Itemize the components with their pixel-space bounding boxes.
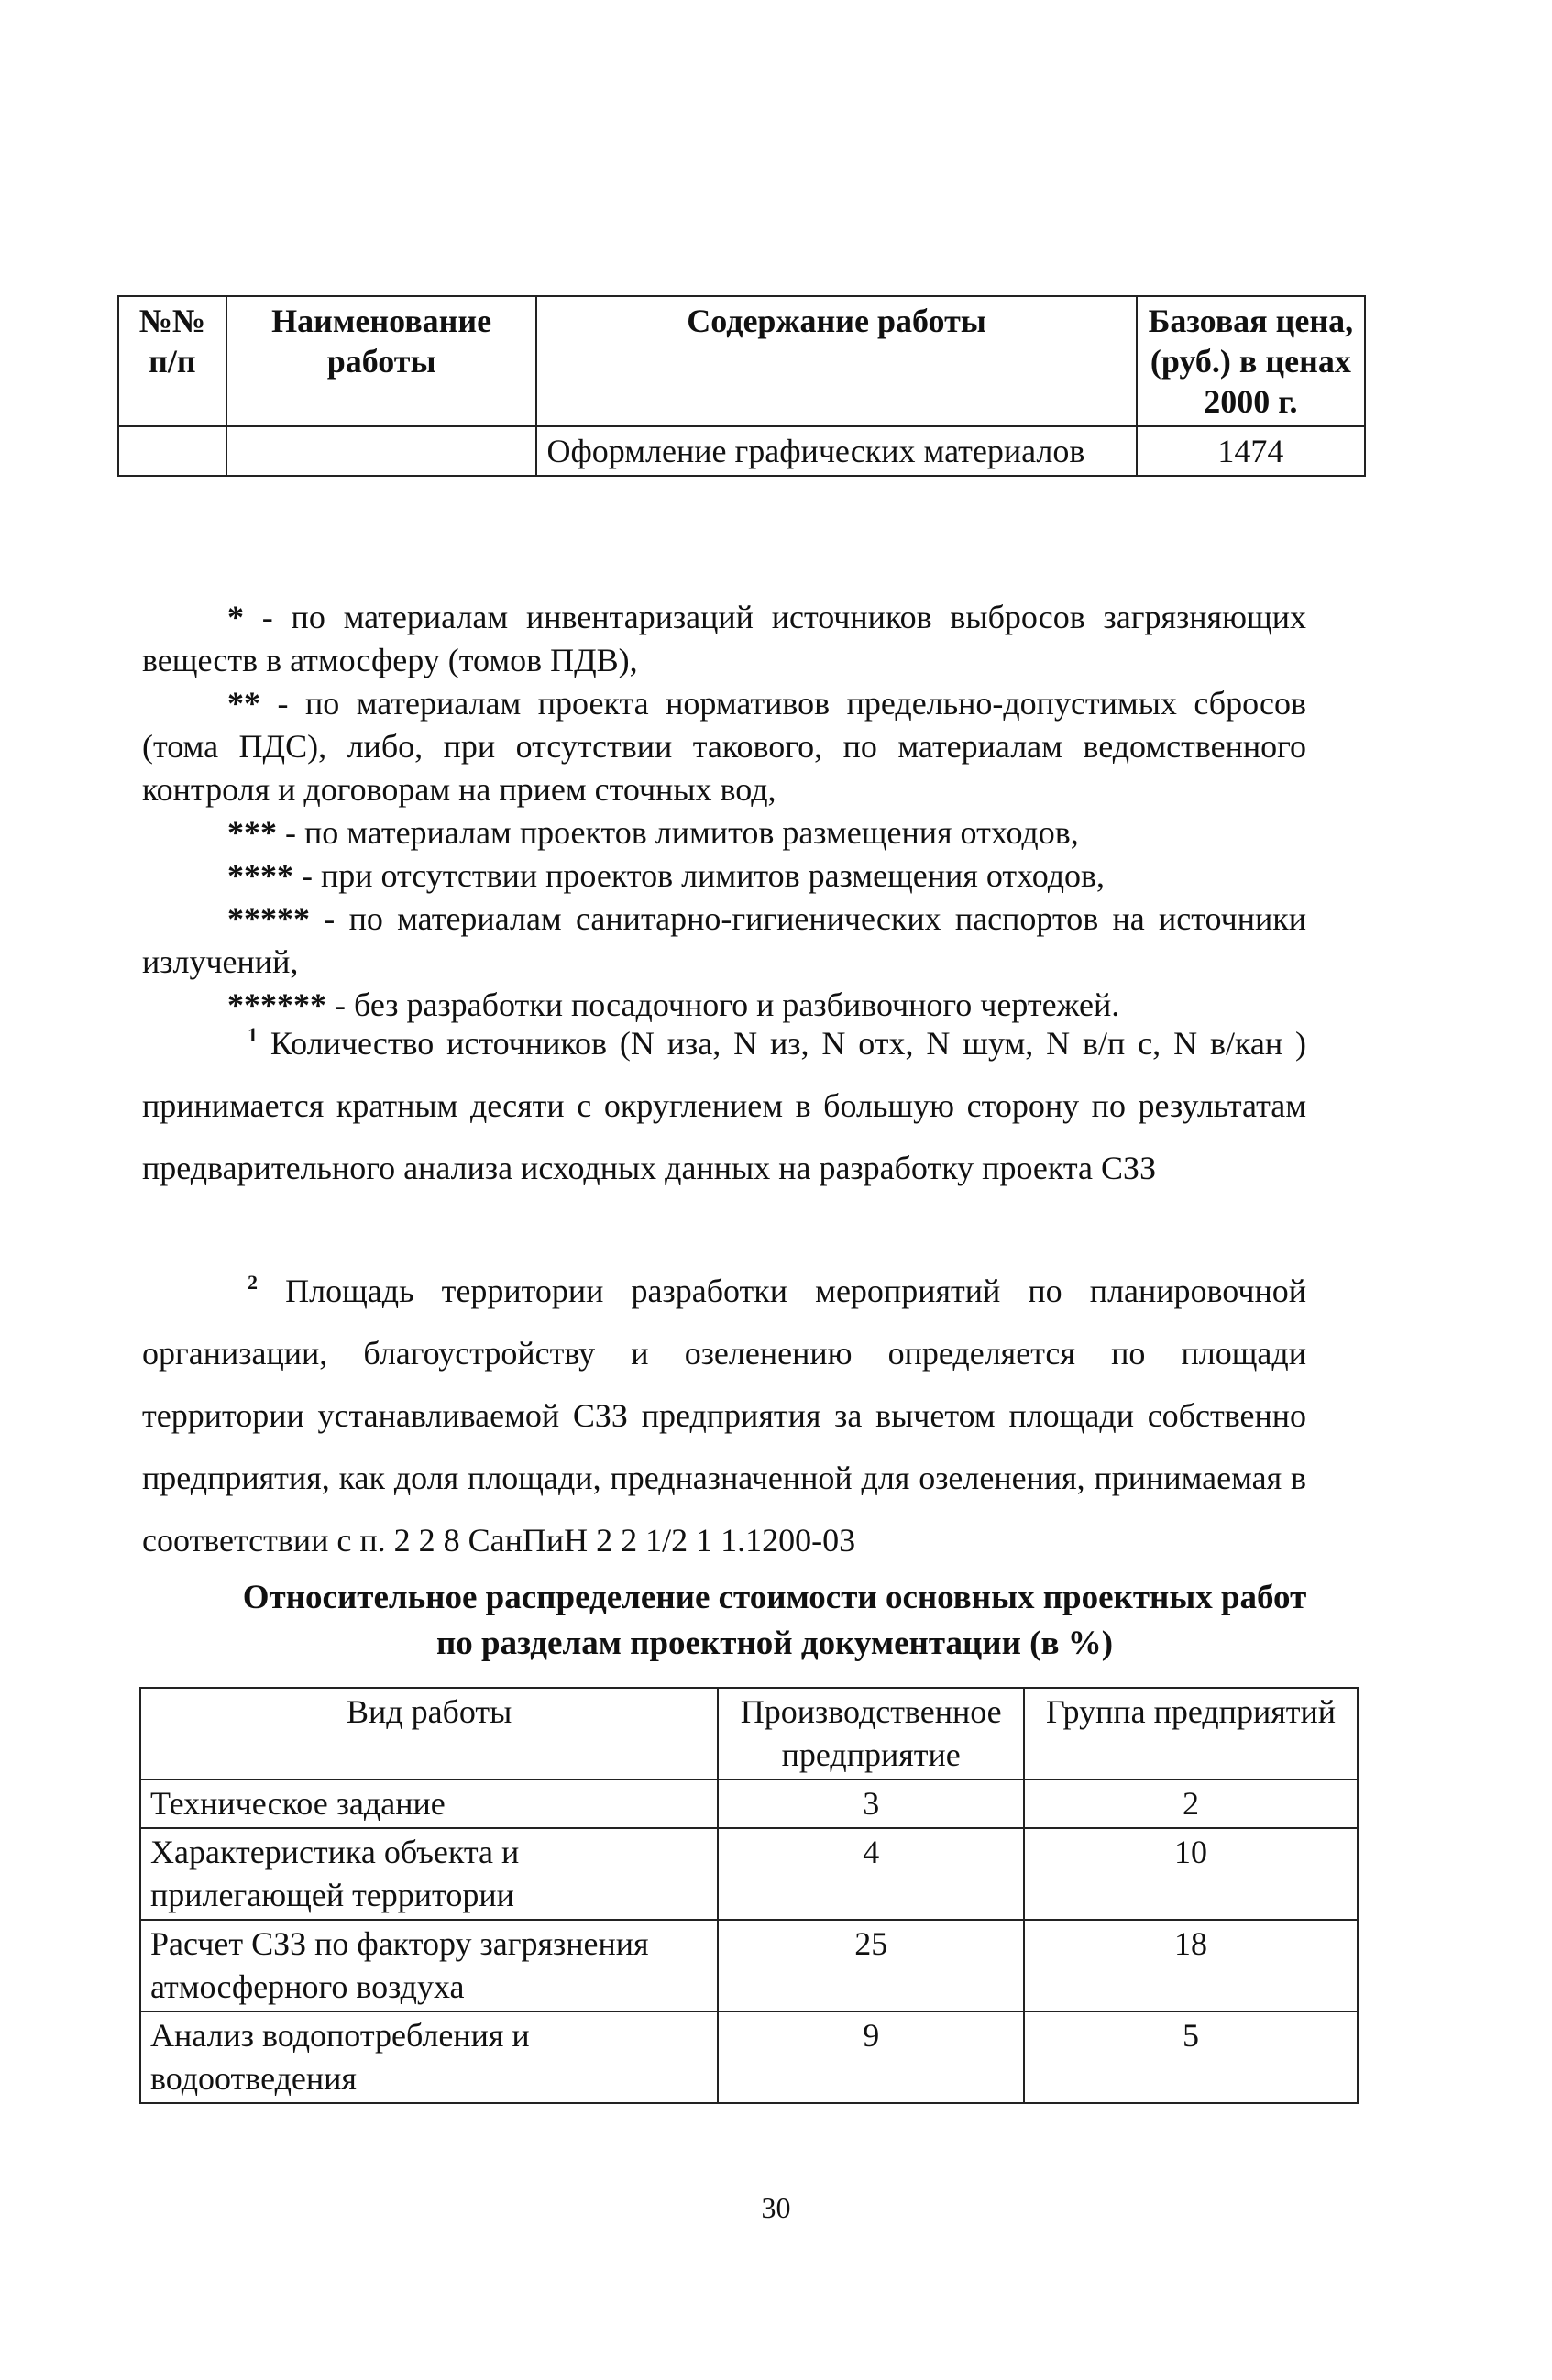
note-item [142, 682, 1306, 811]
note-mark: **** [227, 857, 293, 894]
cell-group-share: 18 [1024, 1920, 1358, 2011]
note-item [142, 811, 1306, 854]
note-item [142, 596, 1306, 682]
cell-base-price: 1474 [1137, 426, 1365, 476]
cell-number [118, 426, 226, 476]
footnote-number: 2 [248, 1271, 258, 1294]
note-text: - по материалам проектов лимитов размещения отходов, [277, 814, 1079, 851]
cost-table-header [118, 296, 1365, 426]
footnote-1 [142, 1012, 1306, 1199]
note-item [142, 898, 1306, 984]
section-heading [110, 1575, 1439, 1667]
cell-work-name [226, 426, 537, 476]
header-work-type: Вид работы [140, 1688, 718, 1779]
header-single-enterprise: Производственное предприятие [718, 1688, 1024, 1779]
note-mark: * [227, 599, 244, 635]
cost-table [117, 295, 1366, 477]
distribution-table-header [140, 1688, 1358, 1779]
note-text: - при отсутствии проектов лимитов размещения отходов, [293, 857, 1106, 894]
cell-single-share: 25 [718, 1920, 1024, 2011]
cell-work-type: Расчет СЗЗ по фактору загрязнения атмосферного воздуха [140, 1920, 718, 2011]
table-row [118, 426, 1365, 476]
header-work-name: Наименование работы [226, 296, 537, 426]
cell-group-share: 2 [1024, 1779, 1358, 1828]
table-row [140, 1779, 1358, 1828]
header-number: №№ п/п [118, 296, 226, 426]
note-text: - без разработки посадочного и разбивочного чертежей. [326, 986, 1120, 1023]
table-row [140, 1920, 1358, 2011]
header-work-content: Содержание работы [536, 296, 1136, 426]
notes-list [142, 596, 1306, 1027]
footnote-paragraph [142, 1012, 1306, 1199]
footnote-paragraph [142, 1260, 1306, 1571]
header-base-price: Базовая цена, (руб.) в ценах 2000 г. [1137, 296, 1365, 426]
cell-group-share: 5 [1024, 2011, 1358, 2103]
footnote-text: Площадь территории разработки мероприятий по планировочной организации, благоустройству и озеленению определяется по площади территории устанавливаемой СЗЗ предприятия за вычетом площади собственно предприятия, как доля площади, предназначенной для озеленения, принимаемая в соответствии с п. 2 2 8 СанПиН 2 2 1/2 1 1.1200-03 [142, 1273, 1306, 1559]
heading-line-2: по разделам проектной документации (в %) [435, 1625, 1114, 1662]
cell-single-share: 3 [718, 1779, 1024, 1828]
table-row [140, 2011, 1358, 2103]
header-enterprise-group: Группа предприятий [1024, 1688, 1358, 1779]
cell-work-type: Техническое задание [140, 1779, 718, 1828]
note-item [142, 854, 1306, 898]
cell-work-content: Оформление графических материалов [536, 426, 1136, 476]
note-mark: ****** [227, 986, 326, 1023]
note-mark: ***** [227, 900, 310, 937]
cell-single-share: 4 [718, 1828, 1024, 1920]
cell-work-type: Характеристика объекта и прилегающей территории [140, 1828, 718, 1920]
footnote-2 [142, 1260, 1306, 1571]
note-text: - по материалам инвентаризаций источников выбросов загрязняющих веществ в атмосферу (томов ПДВ), [142, 599, 1306, 678]
heading-line-1: Относительное распределение стоимости основных проектных работ [242, 1579, 1307, 1616]
note-mark: *** [227, 814, 277, 851]
note-text: - по материалам проекта нормативов предельно-допустимых сбросов (тома ПДС), либо, при отсутствии такового, по материалам ведомственного контроля и договорам на прием сточных вод, [142, 685, 1306, 808]
cell-work-type: Анализ водопотребления и водоотведения [140, 2011, 718, 2103]
table-row [140, 1828, 1358, 1920]
page-number: 30 [761, 2191, 791, 2224]
footnote-text: Количество источников (N иза, N из, N отх, N шум, N в/п с, N в/кан ) принимается кратным десяти с округлением в большую сторону по результатам предварительного анализа исходных данных на разработку проекта СЗЗ [142, 1025, 1306, 1186]
note-mark: ** [227, 685, 260, 722]
cell-single-share: 9 [718, 2011, 1024, 2103]
note-text: - по материалам санитарно-гигиенических паспортов на источники излучений, [142, 900, 1306, 980]
footnote-number: 1 [248, 1023, 258, 1046]
distribution-table [139, 1687, 1359, 2104]
cell-group-share: 10 [1024, 1828, 1358, 1920]
